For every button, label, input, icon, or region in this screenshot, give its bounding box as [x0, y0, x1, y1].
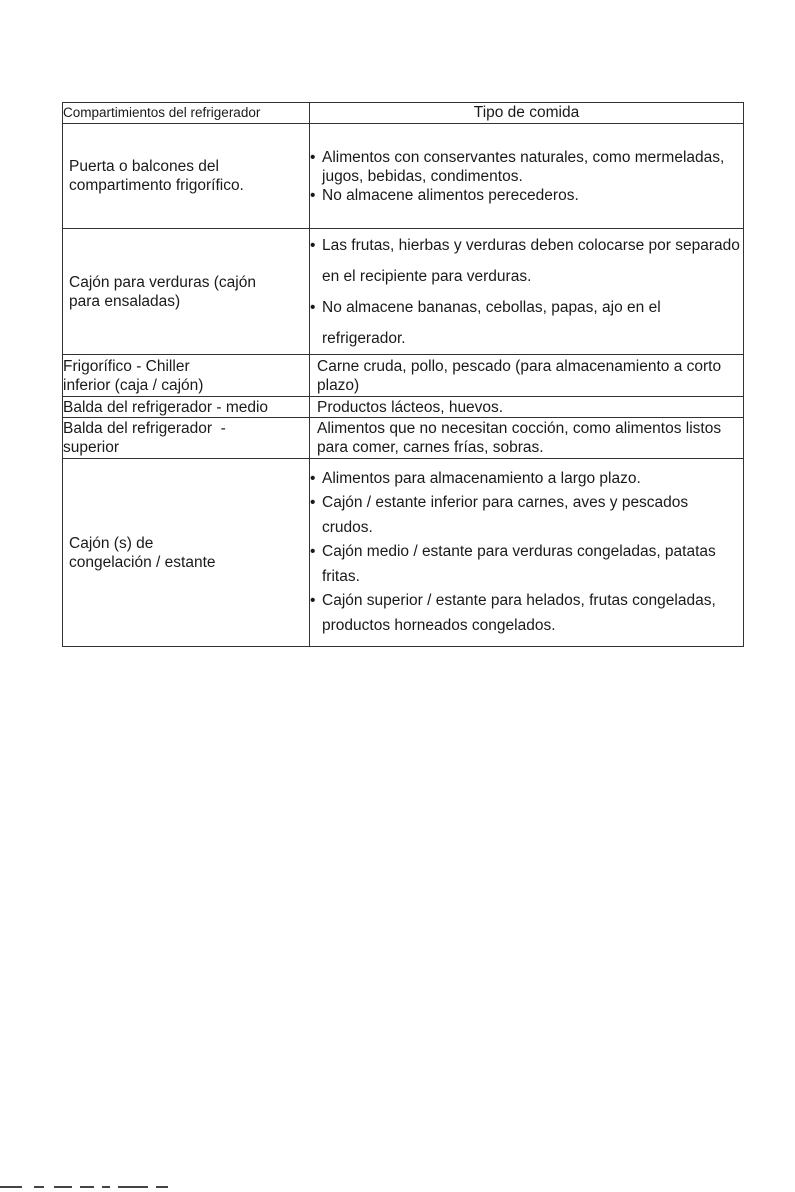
compartment-cell	[63, 459, 310, 647]
food-cell: Carne cruda, pollo, pescado (para almacenamiento a corto plazo)	[310, 355, 744, 397]
compartment-line: inferior (caja / cajón)	[63, 376, 204, 394]
compartment-line: Balda del refrigerador - medio	[63, 398, 269, 416]
compartment-cell	[63, 418, 310, 459]
compartment-line: compartimento frigorífico.	[69, 177, 244, 194]
food-list-item: • No almacene bananas, cebollas, papas, ajo en el refrigerador.	[310, 292, 743, 354]
compartment-cell	[63, 229, 310, 355]
header-food-type: Tipo de comida	[310, 103, 744, 124]
food-list-item: • Cajón / estante inferior para carnes, aves y pescados crudos.	[310, 491, 743, 540]
food-cell	[310, 124, 744, 229]
food-storage-table	[62, 102, 744, 647]
compartment-line: Cajón (s) de	[69, 534, 154, 552]
table-row	[63, 229, 744, 355]
food-list	[310, 148, 743, 205]
food-list	[310, 230, 743, 354]
food-list-item: • No almacene alimentos perecederos.	[310, 186, 743, 205]
compartment-line: superior	[63, 439, 119, 456]
table-row	[63, 418, 744, 459]
header-compartment: Compartimientos del refrigerador	[63, 103, 310, 124]
compartment-line: Cajón para verduras (cajón	[69, 273, 256, 291]
food-cell: Alimentos que no necesitan cocción, como alimentos listos para comer, carnes frías, sobras.	[310, 418, 744, 459]
table-header-row	[63, 103, 744, 124]
compartment-line: Puerta o balcones del	[69, 158, 219, 175]
food-list-item: • Alimentos con conservantes naturales, como mermeladas, jugos, bebidas, condimentos.	[310, 148, 743, 186]
food-list-item: • Alimentos para almacenamiento a largo plazo.	[310, 467, 743, 492]
table-row	[63, 355, 744, 397]
food-cell: Productos lácteos, huevos.	[310, 397, 744, 418]
cropped-footer-fragment	[0, 1186, 180, 1192]
compartment-line: Frigorífico - Chiller	[63, 357, 190, 375]
compartment-cell	[63, 355, 310, 397]
compartment-line: Balda del refrigerador -	[63, 420, 226, 437]
compartment-cell	[63, 124, 310, 229]
food-list-item: • Cajón medio / estante para verduras congeladas, patatas fritas.	[310, 540, 743, 589]
compartment-line: para ensaladas)	[69, 292, 181, 310]
food-list-item: • Las frutas, hierbas y verduras deben colocarse por separado en el recipiente para verduras.	[310, 230, 743, 292]
food-cell	[310, 229, 744, 355]
table-row	[63, 459, 744, 647]
table-row	[63, 397, 744, 418]
food-list	[310, 467, 743, 639]
compartment-cell	[63, 397, 310, 418]
food-list-item: • Cajón superior / estante para helados, frutas congeladas, productos horneados congelados.	[310, 589, 743, 638]
food-cell	[310, 459, 744, 647]
compartment-line: congelación / estante	[69, 553, 216, 571]
table-row	[63, 124, 744, 229]
